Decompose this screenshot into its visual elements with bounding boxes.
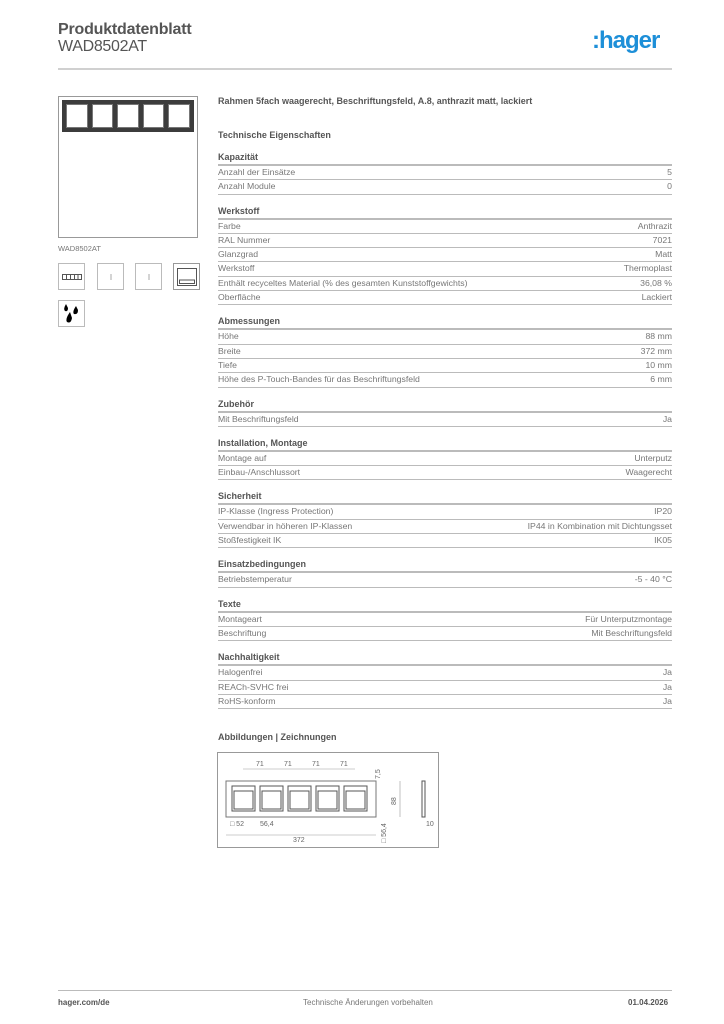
spec-row <box>218 413 672 427</box>
spec-label: Enthält recyceltes Material (% des gesamten Kunststoffgewichts) <box>218 277 468 288</box>
photo-caption: WAD8502AT <box>58 244 101 253</box>
spec-label: Einbau-/Anschlussort <box>218 467 301 478</box>
section-heading: Werkstoff <box>218 206 672 220</box>
spec-label: REACh-SVHC frei <box>218 681 289 692</box>
dim-pitch-2: 71 <box>284 761 292 768</box>
spec-row <box>218 220 672 234</box>
spec-row <box>218 573 672 587</box>
spec-row <box>218 666 672 680</box>
spec-label: Höhe des P-Touch-Bandes für das Beschriftungsfeld <box>218 374 420 385</box>
spec-label: Werkstoff <box>218 263 255 274</box>
switch-symbol-icon <box>97 263 124 290</box>
spec-value: Ja <box>662 695 672 706</box>
spec-label: IP-Klasse (Ingress Protection) <box>218 506 334 517</box>
spec-value: Anthrazit <box>637 220 672 231</box>
spec-label: Höhe <box>218 331 239 342</box>
module-strip-icon <box>58 263 85 290</box>
drawings-heading: Abbildungen | Zeichnungen <box>218 732 337 743</box>
hager-logo: :hager <box>592 27 660 54</box>
spec-label: Oberfläche <box>218 292 261 303</box>
footer-date: 01.04.2026 <box>628 998 669 1007</box>
spec-label: Breite <box>218 345 241 356</box>
spec-value: Für Unterputzmontage <box>585 613 672 624</box>
spec-value: 36,08 % <box>640 277 672 288</box>
spec-row <box>218 345 672 359</box>
section-heading: Abmessungen <box>218 316 672 330</box>
tech-properties-heading: Technische Eigenschaften <box>218 130 331 140</box>
product-photo <box>58 96 198 238</box>
dim-insert: 56,4 <box>260 821 274 828</box>
spec-row <box>218 505 672 519</box>
spec-row <box>218 681 672 695</box>
section-heading: Einsatzbedingungen <box>218 559 672 573</box>
dim-top-offset: 7,5 <box>375 769 382 779</box>
water-drops-icon <box>58 300 85 327</box>
spec-content <box>218 96 672 742</box>
dim-depth: 10 <box>426 821 434 828</box>
spec-value: Ja <box>662 681 672 692</box>
spec-row <box>218 277 672 291</box>
spec-value: 10 mm <box>645 359 672 370</box>
spec-label: Anzahl der Einsätze <box>218 167 296 177</box>
spec-label: Montage auf <box>218 452 267 463</box>
header-divider <box>58 68 672 70</box>
spec-value: IP20 <box>654 506 672 517</box>
spec-value: Ja <box>662 667 672 678</box>
section-heading: Installation, Montage <box>218 438 672 452</box>
spec-label: Glanzgrad <box>218 249 259 260</box>
page-title: Produktdatenblatt <box>58 21 192 38</box>
spec-value: 88 mm <box>645 331 672 342</box>
label-field-icon <box>173 263 200 290</box>
spec-row <box>218 291 672 305</box>
footer-disclaimer: Technische Änderungen vorbehalten <box>303 998 433 1007</box>
spec-row <box>218 180 672 194</box>
section-heading: Texte <box>218 599 672 613</box>
spec-row <box>218 627 672 641</box>
spec-row <box>218 234 672 248</box>
dim-opening: □ 52 <box>230 821 244 828</box>
dimension-drawing <box>217 752 439 848</box>
spec-label: RAL Nummer <box>218 234 271 245</box>
spec-row <box>218 262 672 276</box>
spec-label: Farbe <box>218 220 241 231</box>
spec-label: Stoßfestigkeit IK <box>218 535 282 546</box>
spec-value: Lackiert <box>641 292 672 303</box>
spec-row <box>218 466 672 480</box>
spec-value: Unterputz <box>634 452 672 463</box>
spec-value: IP44 in Kombination mit Dichtungsset <box>527 520 672 531</box>
spec-label: Beschriftung <box>218 627 267 638</box>
dim-height: 88 <box>391 797 398 805</box>
spec-row <box>218 613 672 627</box>
spec-value: Thermoplast <box>623 263 672 274</box>
section-heading: Sicherheit <box>218 491 672 505</box>
dim-pitch-4: 71 <box>340 761 348 768</box>
spec-value: -5 - 40 °C <box>634 574 672 585</box>
spec-row <box>218 248 672 262</box>
spec-value: 7021 <box>652 234 672 245</box>
spec-value: 5 <box>667 167 672 177</box>
section-heading: Zubehör <box>218 399 672 413</box>
spec-label: Tiefe <box>218 359 237 370</box>
spec-value: Ja <box>662 413 672 424</box>
switch-symbol-icon <box>135 263 162 290</box>
spec-label: Montageart <box>218 613 262 624</box>
spec-value: IK05 <box>654 535 672 546</box>
spec-value: 0 <box>667 181 672 192</box>
footer-divider <box>58 990 672 991</box>
spec-row <box>218 166 672 180</box>
spec-row <box>218 373 672 387</box>
spec-row <box>218 359 672 373</box>
section-heading: Kapazität <box>218 152 672 166</box>
spec-value: Matt <box>655 249 672 260</box>
frame-image <box>62 100 194 132</box>
spec-row <box>218 534 672 548</box>
dim-total-width: 372 <box>293 837 305 844</box>
spec-row <box>218 520 672 534</box>
spec-label: Anzahl Module <box>218 181 276 192</box>
spec-row <box>218 695 672 709</box>
spec-label: Halogenfrei <box>218 667 263 678</box>
product-description: Rahmen 5fach waagerecht, Beschriftungsfeld, A.8, anthrazit matt, lackiert <box>218 96 533 106</box>
spec-value: Mit Beschriftungsfeld <box>591 627 672 638</box>
product-id: WAD8502AT <box>58 38 147 55</box>
spec-row <box>218 452 672 466</box>
spec-label: Verwendbar in höheren IP-Klassen <box>218 520 353 531</box>
dim-pitch-1: 71 <box>256 761 264 768</box>
spec-label: Mit Beschriftungsfeld <box>218 413 299 424</box>
spec-label: Betriebstemperatur <box>218 574 292 585</box>
spec-value: Waagerecht <box>625 467 672 478</box>
spec-row <box>218 330 672 344</box>
spec-value: 372 mm <box>640 345 672 356</box>
footer-website-link[interactable]: hager.com/de <box>58 998 110 1007</box>
spec-value: 6 mm <box>650 374 672 385</box>
section-heading: Nachhaltigkeit <box>218 652 672 666</box>
dim-insert-square: □ 56,4 <box>381 823 388 843</box>
dim-pitch-3: 71 <box>312 761 320 768</box>
spec-label: RoHS-konform <box>218 695 276 706</box>
